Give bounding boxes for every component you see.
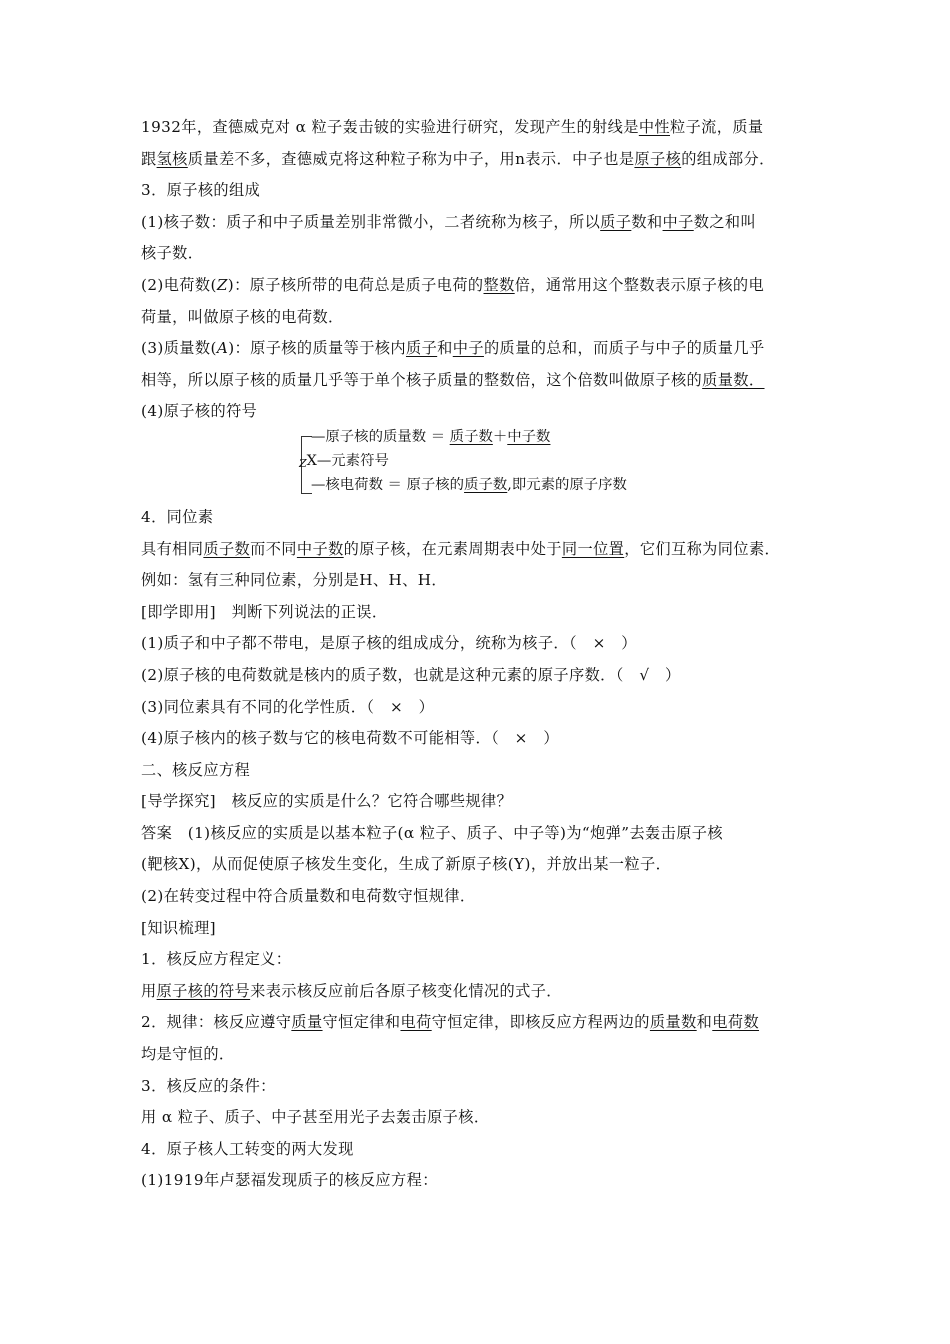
text: 数之和叫 — [693, 212, 757, 231]
text: ） — [403, 697, 435, 716]
answer-blank: 质量数 — [649, 1013, 697, 1032]
paragraph-line — [141, 144, 813, 176]
symbol: A — [216, 339, 229, 358]
answer-blank: 中子数 — [507, 428, 551, 445]
section-heading: 4．同位素 — [141, 507, 214, 526]
text: 倍，通常用这个整数表示原子核的电 — [514, 275, 765, 294]
text: )：原子核的质量等于核内 — [228, 339, 406, 358]
paragraph-line: 4．原子核人工转变的两大发现 — [141, 1139, 354, 1158]
paragraph-line: 核子数． — [141, 244, 204, 263]
judgment-item — [141, 723, 813, 755]
diagram-row-mass — [311, 426, 550, 448]
answer-blank: 质量数． — [702, 370, 765, 389]
text: 而不同 — [250, 539, 297, 558]
answer-blank: 质子 — [600, 212, 632, 231]
paragraph-line: [即学即用] 判断下列说法的正误． — [141, 602, 388, 621]
judgment-mark: × — [592, 634, 606, 653]
answer-blank: 中子 — [662, 212, 694, 231]
answer-blank: 中子 — [452, 339, 484, 358]
answer-blank: 中子数 — [296, 539, 344, 558]
text: ＋ — [492, 428, 508, 445]
diagram-row-charge — [311, 474, 627, 496]
answer-blank: 质子数 — [203, 539, 251, 558]
judgment-item — [141, 660, 813, 692]
answer-blank: 氢核 — [156, 149, 188, 168]
text: 的质量的总和，而质子与中子的质量几乎 — [483, 339, 765, 358]
nucleus-symbol-diagram — [141, 426, 813, 502]
text: 具有相同 — [141, 539, 204, 558]
paragraph-line: (2)在转变过程中符合质量数和电荷数守恒规律． — [141, 887, 476, 906]
text: ,即元素的原子序数 — [507, 476, 627, 493]
paragraph-line — [141, 112, 813, 144]
text: )：原子核所带的电荷总是质子电荷的 — [227, 275, 484, 294]
text: 的组成部分． — [681, 149, 775, 168]
text: ） — [527, 729, 559, 748]
text: 和 — [696, 1013, 713, 1032]
answer-blank: 中性 — [638, 118, 670, 136]
paragraph-line — [141, 1007, 813, 1039]
text: (3)同位素具有不同的化学性质．（ — [141, 697, 390, 716]
paragraph-line: [知识梳理] — [141, 918, 217, 937]
section-heading: 3．原子核的组成 — [141, 181, 261, 200]
answer-blank: 原子核 — [634, 149, 682, 168]
paragraph-line: (靶核X)，从而促使原子核发生变化，生成了新原子核(Y)，并放出某一粒子． — [141, 855, 672, 874]
symbol: Z — [216, 275, 228, 294]
paragraph-line — [141, 207, 813, 239]
answer-blank: 电荷 — [400, 1013, 432, 1032]
text: (1)核子数：质子和中子质量差别非常微小，二者统称为核子，所以 — [141, 212, 601, 231]
answer-blank: 电荷数 — [712, 1013, 760, 1032]
text: —原子核的质量数 ＝ — [311, 428, 450, 445]
diagram-row-symbol — [299, 450, 389, 475]
text: 1932年，查德威克对 α 粒子轰击铍的实验进行研究，发现产生的射线是 — [141, 118, 639, 136]
text: 的原子核，在元素周期表中处于 — [343, 539, 562, 558]
text: 和 — [437, 339, 453, 358]
text: 用 — [141, 981, 157, 1000]
answer-blank: 质量 — [291, 1013, 323, 1032]
text: X—元素符号 — [306, 452, 389, 469]
text: (4)原子核内的核子数与它的核电荷数不可能相等．（ — [141, 729, 515, 748]
text: 守恒定律，即核反应方程两边的 — [431, 1013, 650, 1032]
text: ） — [605, 634, 637, 653]
text: 来表示核反应前后各原子核变化情况的式子． — [250, 981, 562, 1000]
paragraph-line — [141, 333, 813, 365]
judgment-mark: √ — [639, 665, 650, 684]
paragraph-line: 例如：氢有三种同位素，分别是H、H、H． — [141, 571, 447, 590]
paragraph-line: 均是守恒的． — [141, 1045, 235, 1064]
paragraph-line — [141, 270, 813, 302]
paragraph-line: [导学探究] 核反应的实质是什么？它符合哪些规律？ — [141, 792, 513, 811]
paragraph-line — [141, 534, 813, 566]
answer-blank: 质子 — [405, 339, 438, 358]
paragraph-line: 3．核反应的条件： — [141, 1076, 276, 1095]
text: 粒子流，质量 — [670, 118, 764, 136]
paragraph-line: 荷量，叫做原子核的电荷数． — [141, 307, 344, 326]
text: 2．规律：核反应遵守 — [141, 1013, 292, 1032]
judgment-mark: × — [389, 697, 404, 716]
document-page — [141, 112, 813, 1197]
text: 跟 — [141, 149, 157, 168]
answer-blank: 整数 — [483, 275, 515, 294]
text: 守恒定律和 — [322, 1013, 401, 1032]
paragraph-line: 答案 (1)核反应的实质是以基本粒子(α 粒子、质子、中子等)为“炮弹”去轰击原子核 — [141, 823, 723, 842]
text: (2)电荷数( — [141, 275, 217, 294]
answer-blank: 原子核的符号 — [156, 981, 251, 1000]
text: 质量差不多，查德威克将这种粒子称为中子，用n表示．中子也是 — [187, 149, 635, 168]
text: —核电荷数 ＝ 原子核的 — [311, 476, 465, 493]
text: (1)质子和中子都不带电，是原子核的组成成分，统称为核子．（ — [141, 634, 593, 653]
paragraph-line — [141, 976, 813, 1008]
judgment-mark: × — [514, 729, 528, 748]
paragraph-line: 1．核反应方程定义： — [141, 950, 292, 969]
judgment-item — [141, 692, 813, 724]
paragraph-line — [141, 365, 813, 397]
answer-blank: 质子数 — [449, 428, 493, 445]
text: (2)原子核的电荷数就是核内的质子数，也就是这种元素的原子序数．（ — [141, 665, 640, 684]
text: ） — [649, 665, 681, 684]
answer-blank: 质子数 — [464, 476, 508, 493]
paragraph-line: (4)原子核的符号 — [141, 402, 258, 421]
text: ，它们互称为同位素． — [624, 539, 781, 558]
atomic-number-symbol: Z — [299, 456, 307, 470]
text: (3)质量数( — [141, 339, 217, 358]
text: 数和 — [631, 212, 663, 231]
paragraph-line: 用 α 粒子、质子、中子甚至用光子去轰击原子核． — [141, 1108, 490, 1127]
section-heading: 二、核反应方程 — [141, 760, 251, 779]
judgment-item — [141, 628, 813, 660]
answer-blank: 同一位置 — [561, 539, 625, 558]
paragraph-line: (1)1919年卢瑟福发现质子的核反应方程： — [141, 1171, 438, 1190]
text: 相等，所以原子核的质量几乎等于单个核子质量的整数倍，这个倍数叫做原子核的 — [141, 370, 703, 389]
